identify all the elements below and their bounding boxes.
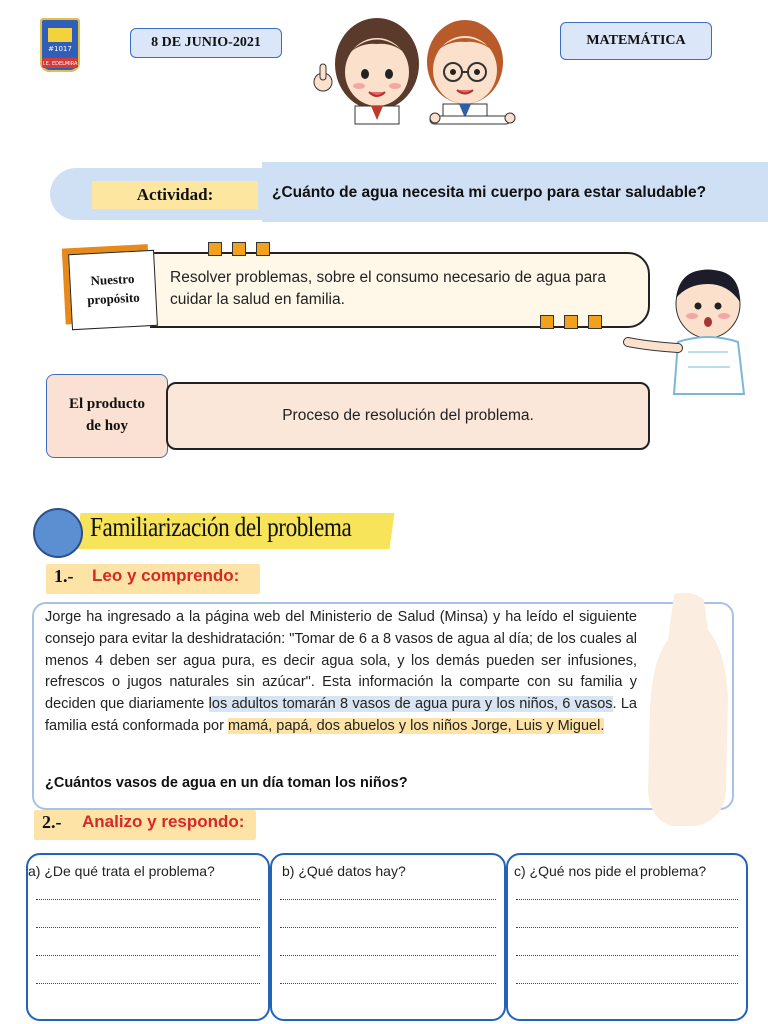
question-b-label: b) ¿Qué datos hay? bbox=[282, 863, 406, 879]
product-label-line1: El producto bbox=[69, 396, 145, 413]
purpose-label-line2: propósito bbox=[86, 289, 141, 308]
answer-lines bbox=[36, 899, 260, 1011]
orange-square-icon bbox=[588, 315, 602, 329]
activity-label: Actividad: bbox=[92, 181, 258, 209]
question-c-label: c) ¿Qué nos pide el problema? bbox=[514, 863, 707, 879]
reading-highlight-children: los adultos tomarán 8 vasos de agua pura y los niños, 6 vasos bbox=[208, 696, 613, 712]
date-label: 8 DE JUNIO-2021 bbox=[130, 28, 282, 58]
reading-text-1: Jorge ha ingresado a la página web del Ministerio de Salud (Minsa) y ha leído el siguiente consejo para evitar la deshidratación: "Tomar de 6 a 8 vasos de agua al día; de los cuales al menos 4 deben ser agua pura, es decir agua sola, y los demás pueden ser infusiones, refrescos o jugos naturales sin azúcar". Esta información la comparte con su familia y deciden que diariamente bbox=[45, 609, 637, 712]
step1-label: Leo y comprendo: bbox=[92, 566, 240, 585]
reading-highlight-family: mamá, papá, dos abuelos y los niños Jorge, Luis y Miguel. bbox=[227, 717, 605, 734]
product-label-line2: de hoy bbox=[85, 418, 129, 434]
orange-square-icon bbox=[232, 242, 246, 256]
reading-text-2: . La familia está conformada por bbox=[45, 696, 637, 734]
product-tag bbox=[46, 374, 168, 458]
section-title: Familiarización del problema bbox=[90, 512, 352, 542]
subject-label: MATEMÁTICA bbox=[560, 22, 712, 60]
kids-illustration bbox=[305, 12, 535, 127]
logo-subtext: I.E. EDELMIRA bbox=[42, 61, 78, 67]
product-text: Proceso de resolución del problema. bbox=[166, 382, 650, 450]
orange-square-icon bbox=[564, 315, 578, 329]
answer-lines bbox=[516, 899, 738, 1011]
step1-number: 1.- bbox=[54, 566, 74, 586]
logo-flag-icon bbox=[48, 28, 72, 42]
purpose-label-line1: Nuestro bbox=[90, 271, 135, 289]
orange-square-icon bbox=[208, 242, 222, 256]
question-box-a[interactable] bbox=[26, 853, 270, 1021]
question-box-b[interactable] bbox=[270, 853, 506, 1021]
purpose-tag bbox=[68, 250, 158, 330]
section-circle-icon bbox=[33, 508, 83, 558]
answer-lines bbox=[280, 899, 496, 1011]
logo-text: #1017 bbox=[48, 45, 72, 53]
water-bottle-illustration bbox=[636, 590, 732, 830]
activity-title: ¿Cuánto de agua necesita mi cuerpo para estar saludable? bbox=[272, 184, 707, 201]
reading-paragraph bbox=[45, 607, 637, 738]
school-logo bbox=[40, 18, 80, 72]
step2-number: 2.- bbox=[42, 812, 62, 832]
boy-illustration bbox=[618, 262, 758, 397]
question-a-label: a) ¿De qué trata el problema? bbox=[28, 863, 215, 879]
reading-question: ¿Cuántos vasos de agua en un día toman los niños? bbox=[45, 775, 408, 791]
orange-square-icon bbox=[540, 315, 554, 329]
step2-label: Analizo y respondo: bbox=[82, 812, 245, 831]
question-box-c[interactable] bbox=[506, 853, 748, 1021]
purpose-text: Resolver problemas, sobre el consumo necesario de agua para cuidar la salud en familia. bbox=[170, 269, 606, 308]
orange-square-icon bbox=[256, 242, 270, 256]
